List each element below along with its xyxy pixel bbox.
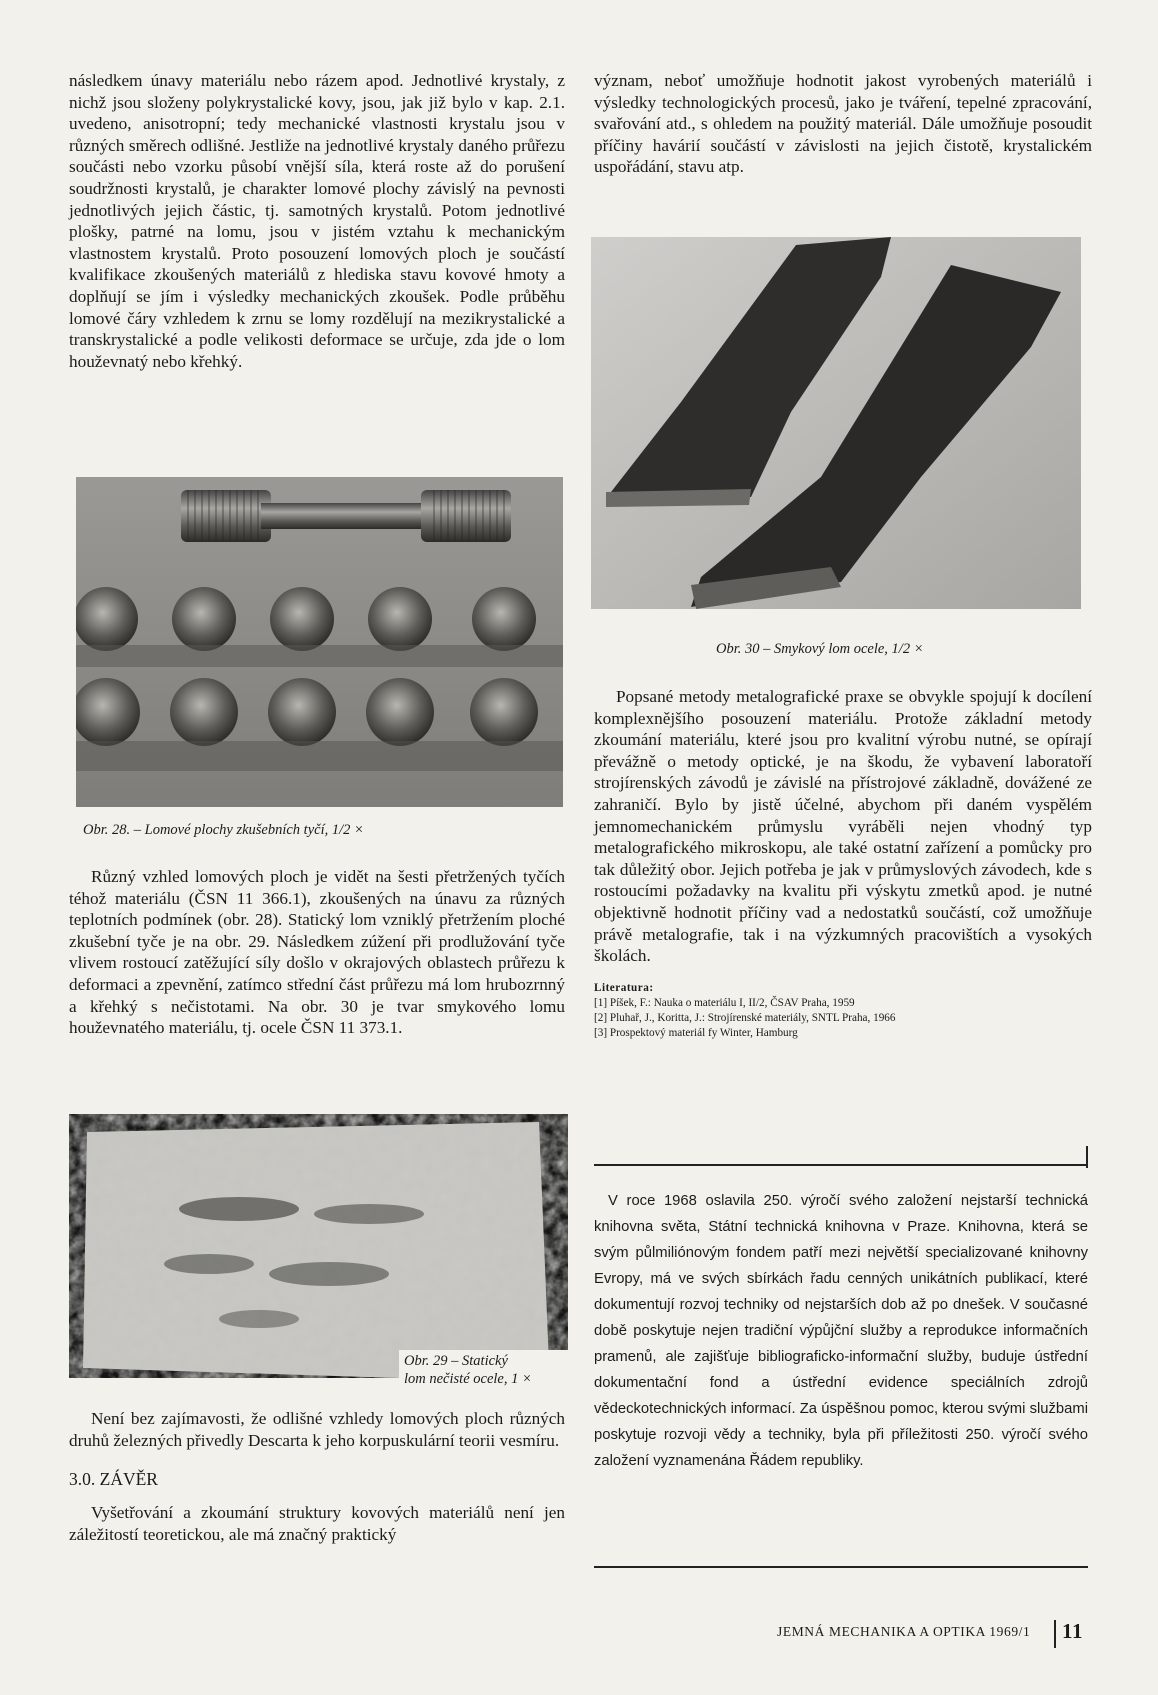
figure-28-photo [76,477,563,807]
body-paragraph: následkem únavy materiálu nebo rázem apod. Jednotlivé krystaly, z nichž jsou složeny polykrystalické kovy, jsou, jak již bylo v kap. 2.1. uvedeno, anisotropní; tedy mechanické vlastnosti krystalu jsou v různých směrech odlišné. Jestliže na jednotlivé krystaly daného průřezu součásti nebo vzorku působí vnější síla, která roste až do porušení soudržnosti krystalů, je charakter lomové plochy závislý na pevnosti jednotlivých jejich částic, tj. samotných krystalů. Potom jednotlivé plošky, patrné na lomu, jsou v jistém vztahu k mechanickým vlastnostem krystalů. Proto posouzení lomových ploch je součástí kvalifikace zkoušených materiálů z hlediska stavu kovové hmoty a doplňují se jím i výsledky mechanických zkoušek. Podle průběhu lomové čáry vzhledem k zrnu se lomy rozdělují na mezikrystalické a transkrystalické a podle velikosti deformace se určuje, zda jde o lom houževnatý nebo křehký. [69,71,565,371]
notice-top-rule [594,1164,1088,1166]
notice-rule-tick [1086,1146,1088,1168]
references-block [594,981,1092,1041]
fracture-surface-image [69,1114,568,1378]
reference-item: [2] Pluhař, J., Koritta, J.: Strojírenské materiály, SNTL Praha, 1966 [594,1011,896,1024]
journal-title: JEMNÁ MECHANIKA A OPTIKA 1969/1 [777,1624,1031,1639]
left-column-middle [69,866,565,1039]
footer-divider [1054,1620,1056,1648]
library-notice [594,1188,1088,1474]
shear-fracture-image [591,237,1081,609]
caption-line: Obr. 29 – Statický [404,1353,508,1369]
body-paragraph: význam, neboť umožňuje hodnotit jakost vyrobených materiálů i výsledky technologických procesů, jako je tváření, tepelné zpracování, svařování atd., s ohledem na použitý materiál. Dále umožňuje posoudit příčiny havárií součástí v závislosti na jejich čistotě, krystalickém uspořádání, stavu atp. [594,71,1092,177]
left-column-bottom [69,1408,565,1545]
page-number: 11 [1062,1619,1084,1643]
caption-line: lom nečisté ocele, 1 × [404,1371,532,1387]
reference-item: [1] Píšek, F.: Nauka o materiálu I, II/2, ČSAV Praha, 1959 [594,996,855,1009]
right-column [594,70,1092,178]
body-paragraph: Není bez zajímavosti, že odlišné vzhledy lomových ploch různých druhů železných přivedly Descarta k jeho korpuskulární teorii vesmíru. [69,1409,565,1450]
notice-paragraph: V roce 1968 oslavila 250. výročí svého založení nejstarší technická knihovna světa, Státní technická knihovna v Praze. Knihovna, která se svým půlmiliónovým fondem patří mezi největší specializované knihovny Evropy, má ve svých sbírkách řadu cenných unikátních publikací, které dokumentují rozvoj techniky od nejstarších dob až po dnešek. V současné době poskytuje nejen tradiční výpůjční služby a reprodukce informačních pramenů, ale zajišťuje bibliograficko-informační služby, buduje ústřední dokumentační fond a ústřední evidence speciálních zdrojů vědeckotechnických informací. Za úspěšnou pomoc, kterou svými službami poskytuje rozvoji vědy a techniky, byla při příležitosti 250. výročí svého založení vyznamenána Řádem republiky. [594,1193,1088,1469]
notice-bottom-rule [594,1566,1088,1568]
test-bars-image [76,477,563,807]
right-column-middle [594,686,1092,1041]
body-paragraph: Vyšetřování a zkoumání struktury kovových materiálů není jen záležitostí teoretickou, ale má značný praktický [69,1503,565,1544]
figure-29-caption [404,1352,564,1388]
left-column [69,70,565,372]
figure-30-photo [591,237,1081,609]
figure-29-frame [69,1114,568,1378]
body-paragraph: Popsané metody metalografické praxe se obvykle spojují k docílení komplexnějšího posouzení materiálu. Protože základní metody zkoumání materiálu, které jsou pro kvalitní výrobu nutné, se opírají převážně o metody optické, je na škodu, že vybavení laboratoří strojírenských závodů je závislé na přístrojové základně, dovážené ze zahraničí. Bylo by jistě účelné, abychom při daném vyspělém jemnomechanickém průmyslu vyráběli nejen vhodný typ metalografického mikroskopu, ale také ostatní zařízení a pomůcky pro tak důležitý obor. Jejich potřeba je jak v průmyslových závodech, kde s rostoucími požadavky na kvalitu při výskytu zmetků apod. je nutné objektivně hodnotit příčiny vad a nedostatků součástí, což umožňuje právě metalografie, tak i na výzkumných pracovištích a vysokých školách. [594,687,1092,966]
journal-footer [777,1624,1030,1640]
literature-heading: Literatura: [594,981,654,994]
figure-28-caption: Obr. 28. – Lomové plochy zkušebních tyčí, 1/2 × [83,822,364,838]
reference-item: [3] Prospektový materiál fy Winter, Hamburg [594,1026,798,1039]
figure-30-caption: Obr. 30 – Smykový lom ocele, 1/2 × [716,641,924,657]
body-paragraph: Různý vzhled lomových ploch je vidět na šesti přetržených tyčích téhož materiálu (ČSN 11 366.1), zkoušených na únavu za různých teplotních podmínek (obr. 28). Statický lom vzniklý přetržením ploché zkušební tyče je na obr. 29. Následkem zúžení při prodlužování tyče vlivem rostoucí zatěžující síly došlo v okrajových oblastech průřezu k deformaci a zpevnění, zatímco střední část průřezu má lom hrubozrnný a křehký s nečistotami. Na obr. 30 je tvar smykového lomu houževnatého materiálu, tj. ocele ČSN 11 373.1. [69,867,565,1038]
section-heading: 3.0. ZÁVĚR [69,1469,158,1490]
